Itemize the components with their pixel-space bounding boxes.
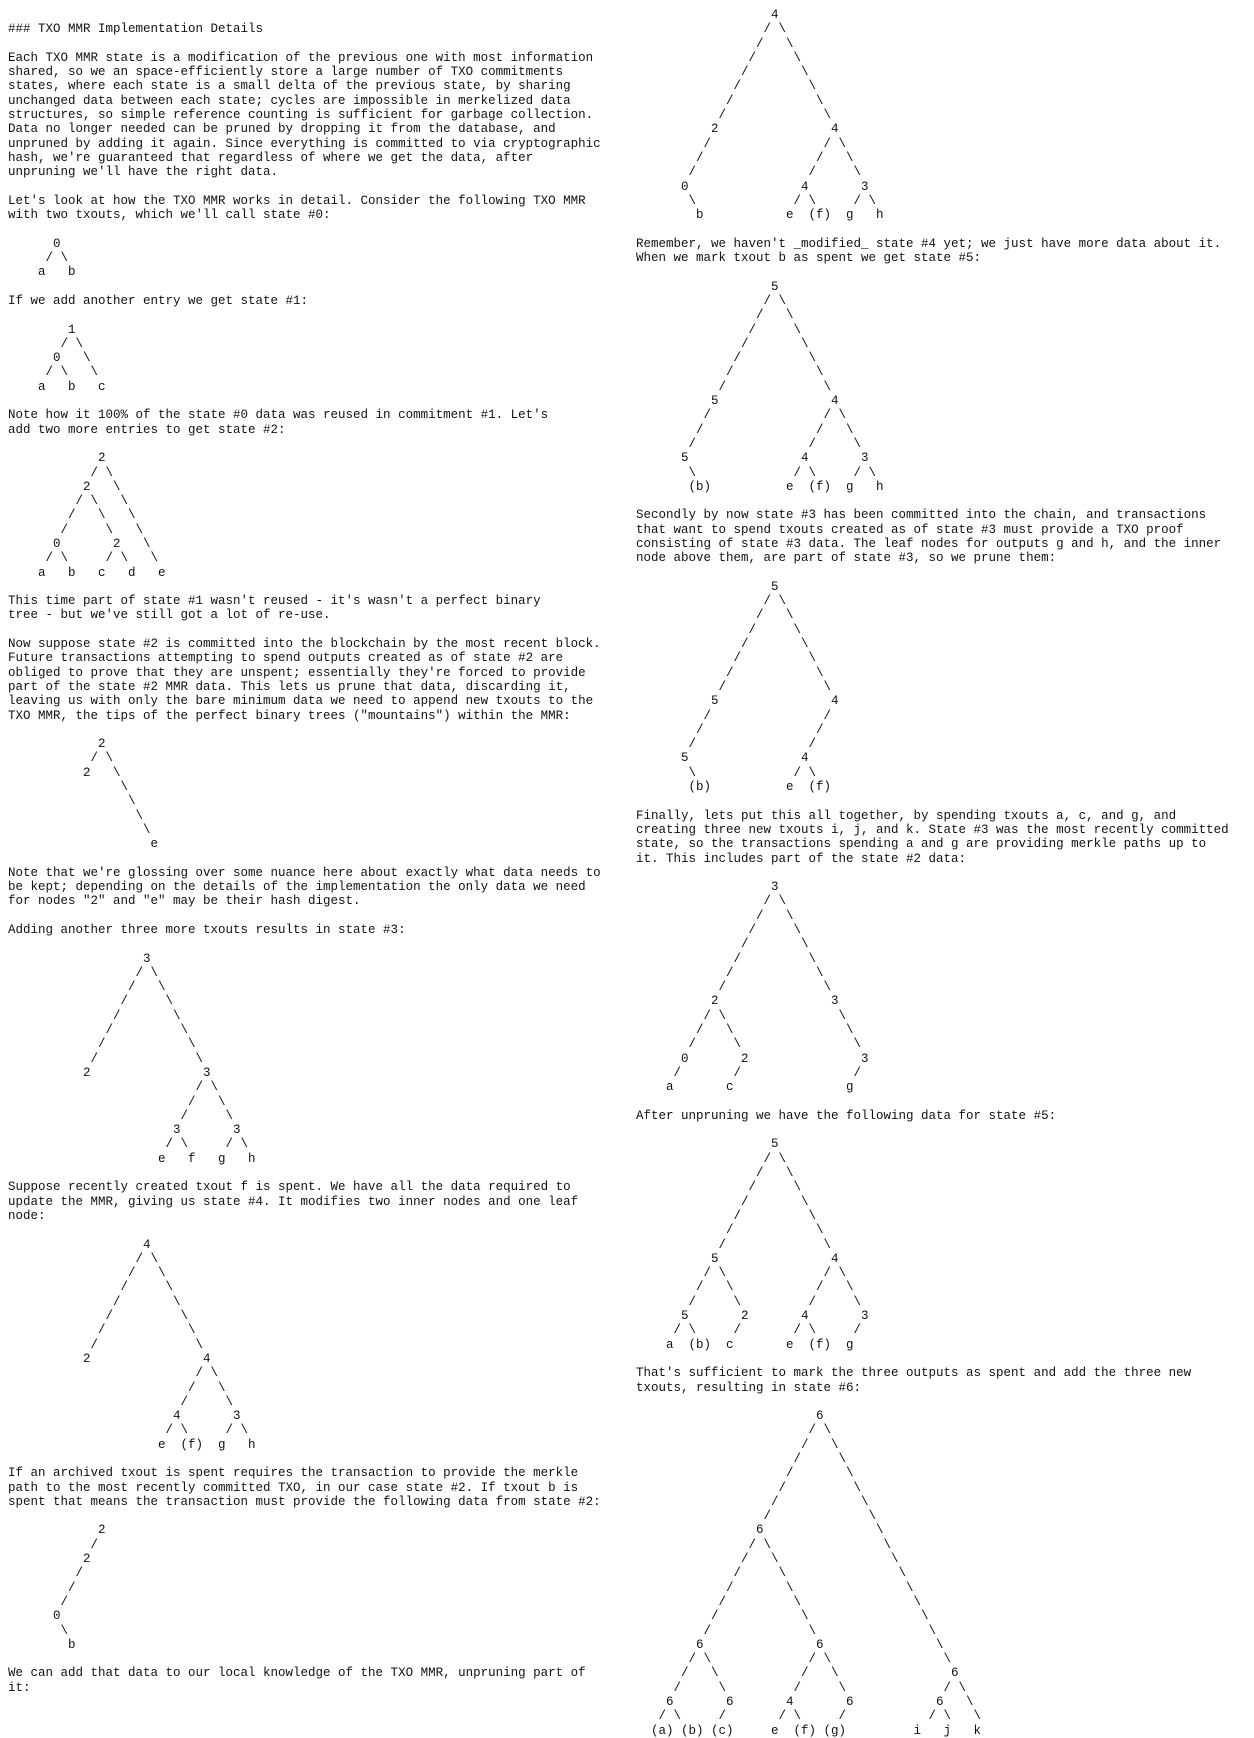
- blank-line: [636, 566, 1248, 580]
- blank-line: [8, 937, 628, 951]
- blank-line: [636, 1123, 1248, 1137]
- blank-line: [8, 1223, 628, 1237]
- text-paragraph: Remember, we haven't _modified_ state #4 yet; we just have more data about it. When we mark txout b as spent we get state #5:: [636, 236, 1222, 266]
- text-paragraph: Let's look at how the TXO MMR works in detail. Consider the following TXO MMR with two txouts, which we'll call state #0:: [8, 193, 586, 223]
- blank-line: [8, 180, 628, 194]
- blank-line: [8, 308, 628, 322]
- blank-line: [8, 37, 628, 51]
- ascii-tree-diagram: 2 / \ 2 \ \ \ \ \ e: [83, 737, 159, 852]
- text-paragraph: Secondly by now state #3 has been committed into the chain, and transactions that want to spend txouts created as of state #3 must provide a TXO proof consisting of state #3 data. The leaf nodes for outputs g and h, and the inner node above them, are part of state #3, so we prune them:: [636, 508, 1222, 566]
- ascii-tree-diagram: 5 / \ / \ / \ / \ / \ / \ / \ 5 4 / / / / / / 5 4 \ / \ (b) e (f): [681, 579, 839, 795]
- ascii-tree-diagram: 4 / \ / \ / \ / \ / \ / \ / \ 2 4 / \ / \ / \ 4 3 / \ / \ e (f) g h: [83, 1237, 256, 1452]
- text-paragraph: After unpruning we have the following data for state #5:: [636, 1108, 1057, 1123]
- text-paragraph: Adding another three more txouts results in state #3:: [8, 923, 406, 937]
- blank-line: [636, 265, 1248, 279]
- blank-line: [636, 1352, 1248, 1366]
- blank-line: [8, 623, 628, 637]
- ascii-tree-diagram: 5 / \ / \ / \ / \ / \ / \ / \ 5 4 / / \ / / \ / / \ 5 4 3 \ / \ / \ (b) e (f) g h: [681, 279, 884, 494]
- blank-line: [636, 866, 1248, 880]
- text-paragraph: Note that we're glossing over some nuance here about exactly what data needs to be kept; depending on the details of the implementation the only data we need for nodes "2" and "e" may be their hash digest.: [8, 865, 601, 909]
- right-column: [636, 8, 1248, 1738]
- text-paragraph: If we add another entry we get state #1:: [8, 293, 309, 308]
- ascii-tree-diagram: 2 / \ 2 \ / \ \ / \ \ / \ \ 0 2 \ / \ / \ \ a b c d e: [38, 451, 166, 580]
- text-paragraph: Suppose recently created txout f is spent. We have all the data required to update the MMR, giving us state #4. It modifies two inner nodes and one leaf node:: [8, 1180, 579, 1223]
- blank-line: [636, 794, 1248, 808]
- ascii-tree-diagram: 0 / \ a b: [38, 236, 76, 280]
- blank-line: [8, 394, 628, 408]
- blank-line: [8, 222, 628, 236]
- text-paragraph: Each TXO MMR state is a modification of the previous one with most information shared, so we an space-efficiently store a large number of TXO commitments states, where each state is a small delta of the previous state, by sharing unchanged data between each state; cycles are impossible in merkelized data structures, so simple reference counting is sufficient for garbage collection. Data no longer needed can be pruned by dropping it from the database, and unpruned by adding it again. Since everything is committed to via cryptographic hash, we're guaranteed that regardless of where we get the data, after unpruning we'll have the right data.: [8, 50, 601, 180]
- text-paragraph: That's sufficient to mark the three outputs as spent and add the three new txouts, resulting in state #6:: [636, 1366, 1192, 1395]
- blank-line: [8, 1452, 628, 1466]
- left-column: [8, 8, 628, 1695]
- text-paragraph: Finally, lets put this all together, by spending txouts a, c, and g, and creating three new txouts i, j, and k. State #3 was the most recently committed state, so the transactions spending a and g are providing merkle paths up to it. This includes part of the state #2 data:: [636, 808, 1229, 866]
- blank-line: [8, 1509, 628, 1523]
- ascii-tree-diagram: 1 / \ 0 \ / \ \ a b c: [38, 322, 106, 394]
- blank-line: [8, 1166, 628, 1180]
- text-paragraph: Note how it 100% of the state #0 data was reused in commitment #1. Let's add two more entries to get state #2:: [8, 408, 549, 437]
- blank-line: [636, 1395, 1248, 1409]
- blank-line: [8, 280, 628, 294]
- blank-line: [8, 852, 628, 866]
- ascii-tree-diagram: 3 / \ / \ / \ / \ / \ / \ / \ 2 3 / \ \ / \ \ / \ \ 0 2 3 / / / a c g: [666, 880, 869, 1095]
- text-paragraph: ### TXO MMR Implementation Details: [8, 22, 264, 37]
- blank-line: [8, 1652, 628, 1666]
- text-paragraph: Now suppose state #2 is committed into the blockchain by the most recent block. Future transactions attempting to spend outputs created as of state #2 are obliged to prove that they are unspent; essentially they're forced to provide part of the state #2 MMR data. This lets us prune that data, discarding it, leaving us with only the bare minimum data we need to append new txouts to the TXO MMR, the tips of the perfect binary trees ("mountains") within the MMR:: [8, 637, 601, 723]
- text-paragraph: We can add that data to our local knowledge of the TXO MMR, unpruning part of it:: [8, 1666, 586, 1695]
- blank-line: [8, 909, 628, 923]
- ascii-tree-diagram: 6 / \ / \ / \ / \ / \ / \ / \ 6 \ / \ \ / \ \ / \ \ / \ \ / \ \ / \ \ / \ \ 6 6 \ / \ / \ \ / \ / \ 6 / \ / \ / \ 6 6 4 6 6 \ / \ / / \ / / \ \ (a) (b) (c) e (f) (g) i j k: [651, 1409, 982, 1738]
- blank-line: [8, 437, 628, 451]
- text-paragraph: If an archived txout is spent requires the transaction to provide the merkle path to the most recently committed TXO, in our case state #2. If txout b is spent that means the transaction must provide the following data from state #2:: [8, 1466, 601, 1509]
- blank-line: [636, 1095, 1248, 1109]
- text-paragraph: This time part of state #1 wasn't reused - it's wasn't a perfect binary tree - but we've still got a lot of re-use.: [8, 594, 541, 623]
- ascii-tree-diagram: 3 / \ / \ / \ / \ / \ / \ / \ 2 3 / \ / \ / \ 3 3 / \ / \ e f g h: [83, 951, 256, 1166]
- ascii-tree-diagram: 4 / \ / \ / \ / \ / \ / \ / \ 2 4 / / \ / / \ / / \ 0 4 3 \ / \ / \ b e (f) g h: [681, 8, 884, 223]
- blank-line: [8, 580, 628, 594]
- blank-line: [8, 723, 628, 737]
- ascii-tree-diagram: 2 / 2 / / / 0 \ b: [53, 1523, 106, 1652]
- blank-line: [636, 494, 1248, 508]
- blank-line: [636, 222, 1248, 236]
- ascii-tree-diagram: 5 / \ / \ / \ / \ / \ / \ / \ 5 4 / \ / \ / \ / \ / \ / \ 5 2 4 3 / \ / / \ / a (b) c e (f) g: [666, 1137, 869, 1352]
